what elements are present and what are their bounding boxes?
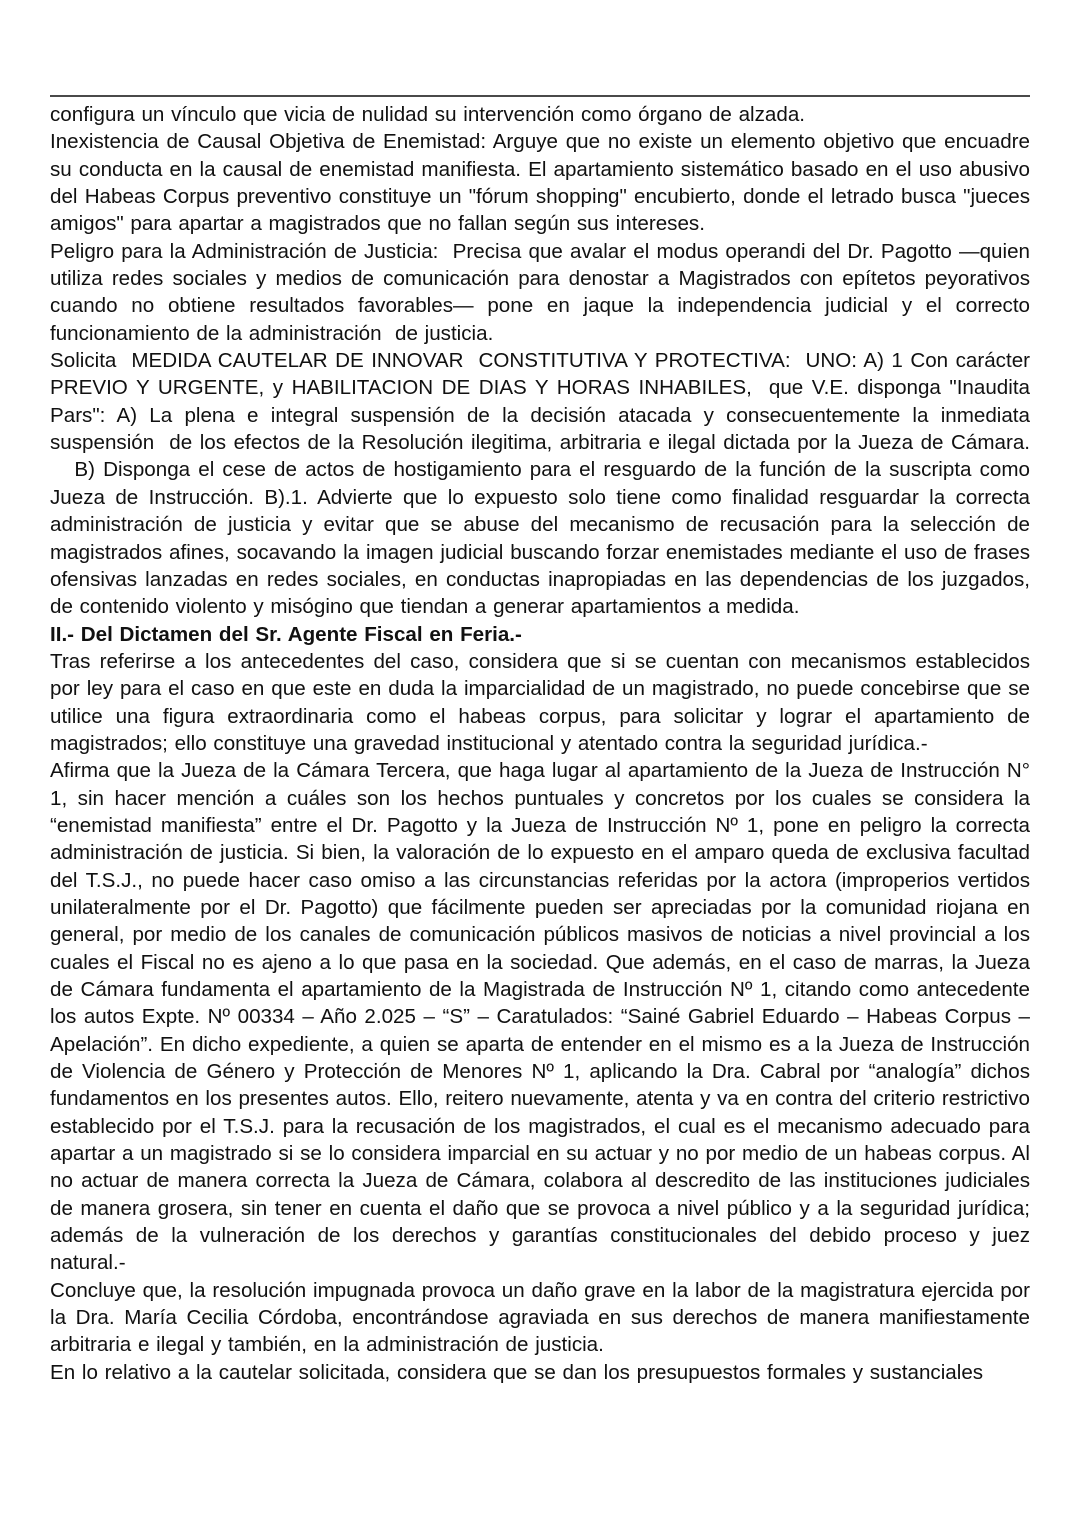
paragraph: En lo relativo a la cautelar solicitada, considera que se dan los presupuestos formales y sustanciales xyxy=(50,1360,984,1384)
paragraph: configura un vínculo que vicia de nulidad su intervención como órgano de alzada. xyxy=(50,103,806,126)
paragraph: Afirma que la Jueza de la Cámara Tercera, que haga lugar al apartamiento de la Jueza de Instrucción N° 1, sin hacer mención a cuáles son los hechos puntuales y concretos por los cuales se considera la “enemistad manifiesta” entre el Dr. Pagotto y la Jueza de Instrucción Nº 1, pone en peligro la correcta administración de justicia. Si bien, la valoración de lo expuesto en el amparo queda de exclusiva facultad del T.S.J., no puede hacer caso omiso a las circunstancias referidas por la actora (improperios vertidos unilateralmente por el Dr. Pagotto) que fácilmente pueden ser apreciadas por la comunidad riojana en general, por medio de los canales de comunicación públicos masivos de noticias a nivel provincial a los cuales el Fiscal no es ajeno a lo que pasa en la sociedad. Que además, en el caso de marras, la Jueza de Cámara fundamenta el apartamiento de la Magistrada de Instrucción Nº 1, citando como antecedente los autos Expte. Nº 00334 – Año 2.025 – “S” – Caratulados: “Sainé Gabriel Eduardo – Habeas Corpus – Apelación”. En dicho expediente, a quien se aparta de entender en el mismo es a la Jueza de Instrucción de Violencia de Género y Protección de Menores Nº 1, aplicando la Dra. Cabral por “analogía” dichos fundamentos en los presentes autos. Ello, reitero nuevamente, atenta y va en contra del criterio restrictivo establecido por el T.S.J. para la recusación de los magistrados, el cual es el mecanismo adecuado para apartar a un magistrado si se lo considera imparcial en su actuar y no por medio de un habeas corpus. Al no actuar de manera correcta la Jueza de Cámara, colabora al descredito de las instituciones judiciales de manera grosera, sin tener en cuenta el daño que se provoca a nivel público y a la seguridad jurídica; además de la vulneración de los derechos y garantías constitucionales del debido proceso y juez natural.- xyxy=(50,759,1030,1275)
paragraph: Peligro para la Administración de Justicia: Precisa que avalar el modus operandi del Dr. Pagotto —quien utiliza redes sociales y medios de comunicación para denostar a Magistrados con epítetos peyorativos cuando no obtiene resultados favorables— pone en jaque la independencia judicial y el correcto funcionamiento de la administración de justicia. xyxy=(50,239,1030,345)
paragraph: Tras referirse a los antecedentes del caso, considera que si se cuentan con mecanismos establecidos por ley para el caso en que este en duda la imparcialidad de un magistrado, no puede concebirse que se utilice una figura extraordinaria como el habeas corpus, para solicitar y lograr el apartamiento de magistrados; ello constituye una gravedad institucional y atentado contra la seguridad jurídica.- xyxy=(50,649,1030,755)
section-heading: II.- Del Dictamen del Sr. Agente Fiscal en Feria.- xyxy=(50,622,522,646)
paragraph: Concluye que, la resolución impugnada provoca un daño grave en la labor de la magistratura ejercida por la Dra. María Cecilia Córdoba, encontrándose agraviada en sus derechos de manera manifiestamente arbitraria e ilegal y también, en la administración de justicia. xyxy=(50,1278,1030,1357)
document-text xyxy=(50,101,1030,1386)
paragraph: Solicita MEDIDA CAUTELAR DE INNOVAR CONSTITUTIVA Y PROTECTIVA: UNO: A) 1 Con carácter PREVIO Y URGENTE, y HABILITACION DE DIAS Y HORAS INHABILES, que V.E. disponga "Inaudita Pars": A) La plena e integral suspensión de la decisión atacada y consecuentemente la inmediata suspensión de los efectos de la Resolución ilegitima, arbitraria e ilegal dictada por la Jueza de Cámara. B) Disponga el cese de actos de hostigamiento para el resguardo de la función de la suscripta como Jueza de Instrucción. B).1. Advierte que lo expuesto solo tiene como finalidad resguardar la correcta administración de justicia y evitar que se abuse del mecanismo de recusación para la selección de magistrados afines, socavando la imagen judicial buscando forzar enemistades mediante el uso de frases ofensivas lanzadas en redes sociales, en conductas inapropiadas en las dependencias de los juzgados, de contenido violento y misógino que tiendan a generar apartamientos a medida. xyxy=(50,349,1030,619)
page-top-rule xyxy=(50,95,1030,97)
paragraph: Inexistencia de Causal Objetiva de Enemistad: Arguye que no existe un elemento objetivo que encuadre su conducta en la causal de enemistad manifiesta. El apartamiento sistemático basado en el uso abusivo del Habeas Corpus preventivo constituye un "fórum shopping" encubierto, donde el letrado busca "jueces amigos" para apartar a magistrados que no fallan según sus intereses. xyxy=(50,130,1030,236)
